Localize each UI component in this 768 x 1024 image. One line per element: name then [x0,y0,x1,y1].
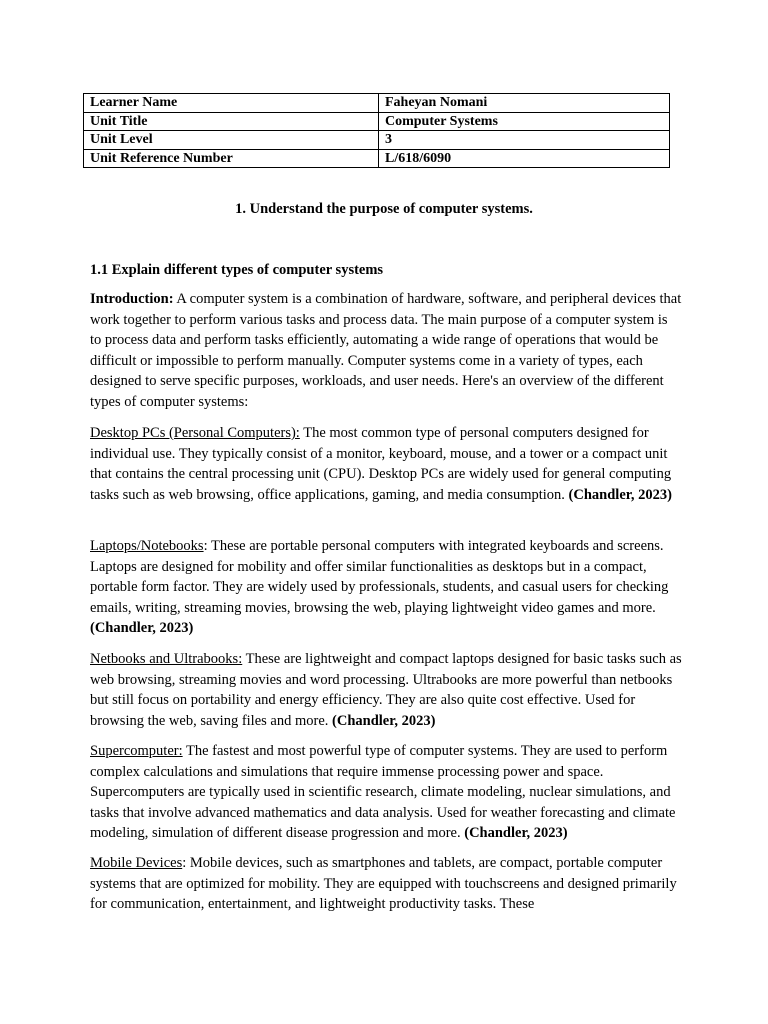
sub-heading: 1.1 Explain different types of computer systems [90,262,384,278]
section-heading: 1. Understand the purpose of computer systems. [235,201,533,217]
intro-text: A computer system is a combination of hardware, software, and peripheral devices that work together to perform various tasks and process data. The main purpose of a computer system is to process data and perform tasks efficiently, automating a wide range of operations that would be difficult or impossible to perform manually. Computer systems come in a variety of types, each designed to serve specific purposes, workloads, and user needs. Here's an overview of the different types of computer systems: [90,291,682,410]
table-row [84,112,670,131]
type-paragraph-mobile [90,853,682,915]
table-cell-value: Computer Systems [379,112,670,131]
citation: (Chandler, 2023) [568,486,672,503]
type-term: Desktop PCs (Personal Computers): [90,425,300,441]
citation: (Chandler, 2023) [332,712,436,729]
type-paragraph-netbooks [90,649,682,731]
type-text: The fastest and most powerful type of computer systems. They are used to perform complex calculations and simulations that require immense processing power and space. Supercomputers are typically used in scientific research, climate modeling, nuclear simulations, and tasks that involve advanced mathematics and data analysis. Used for weather forecasting and climate modeling, simulation of different disease progression and more. [90,743,676,841]
intro-paragraph [90,289,682,412]
citation: (Chandler, 2023) [90,620,194,636]
table-cell-value: L/618/6090 [379,149,670,168]
type-text: : Mobile devices, such as smartphones and tablets, are compact, portable computer systems that are optimized for mobility. They are equipped with touchscreens and designed primarily for communication, entertainment, and lightweight productivity tasks. These [90,855,677,912]
table-row [84,94,670,113]
intro-label: Introduction: [90,291,174,307]
table-cell-label: Learner Name [84,94,379,113]
citation: (Chandler, 2023) [464,825,568,841]
type-text: These are lightweight and compact laptops designed for basic tasks such as web browsing, streaming movies and word processing. Ultrabooks are more powerful than netbooks but still focus on portability and energy efficiency. They are also quite cost effective. Used for browsing the web, saving files and more. [90,651,682,729]
type-term: Mobile Devices [90,855,183,871]
table-cell-label: Unit Reference Number [84,149,379,168]
type-term: Netbooks and Ultrabooks: [90,651,243,667]
table-row [84,149,670,168]
learner-info-table [83,93,670,168]
table-cell-label: Unit Level [84,131,379,150]
type-paragraph-laptops [90,536,682,639]
type-text: The most common type of personal computers designed for individual use. They typically consist of a monitor, keyboard, mouse, and a tower or a compact unit that contains the central processing unit (CPU). Desktop PCs are widely used for general computing tasks such as web browsing, office applications, gaming, and media consumption. [90,425,672,503]
table-cell-value: Faheyan Nomani [379,94,670,113]
type-paragraph-desktop [90,423,682,505]
table-row [84,131,670,150]
type-paragraph-supercomputer [90,741,682,844]
type-term: Supercomputer: [90,743,183,759]
type-text: : These are portable personal computers with integrated keyboards and screens. Laptops are designed for mobility and offer similar functionalities as desktops but in a compact, portable form factor. They are widely used by professionals, students, and casual users for checking emails, writing, streaming movies, browsing the web, playing lightweight video games and more. [90,538,669,616]
table-cell-value: 3 [379,131,670,150]
table-cell-label: Unit Title [84,112,379,131]
type-term: Laptops/Notebooks [90,538,204,554]
